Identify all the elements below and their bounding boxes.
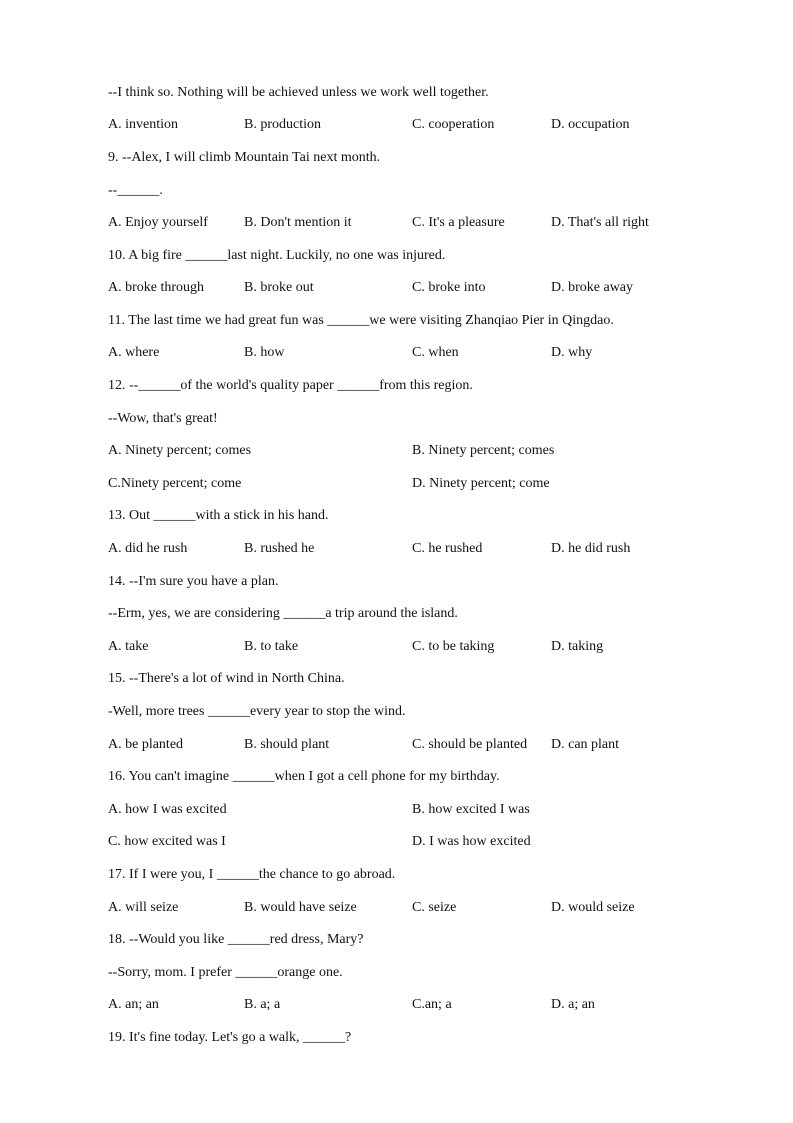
option-a: A. Enjoy yourself <box>108 215 208 230</box>
option-c: C. should be planted <box>412 737 528 752</box>
option-a: A. invention <box>108 117 178 132</box>
question-19-stem: 19. It's fine today. Let's go a walk, ______? <box>108 1030 352 1045</box>
option-d: D. Ninety percent; come <box>412 476 550 491</box>
option-a: A. Ninety percent; comes <box>108 443 252 458</box>
question-15-response: -Well, more trees ______every year to stop the wind. <box>108 704 406 719</box>
option-a: A. be planted <box>108 737 184 752</box>
option-b: B. a; a <box>244 997 281 1012</box>
question-10-stem: 10. A big fire ______last night. Luckily, no one was injured. <box>108 248 446 263</box>
question-18-stem: 18. --Would you like ______red dress, Mary? <box>108 932 364 947</box>
question-9-response: --______. <box>108 183 163 198</box>
option-c: C. cooperation <box>412 117 495 132</box>
option-d: D. I was how excited <box>412 834 531 849</box>
option-b: B. production <box>244 117 321 132</box>
option-a: A. how I was excited <box>108 802 227 817</box>
question-15-stem: 15. --There's a lot of wind in North China. <box>108 671 345 686</box>
option-b: B. how excited I was <box>412 802 530 817</box>
question-9-stem: 9. --Alex, I will climb Mountain Tai next month. <box>108 150 381 165</box>
option-b: B. Don't mention it <box>244 215 352 230</box>
option-c: C. when <box>412 345 459 360</box>
option-a: A. where <box>108 345 160 360</box>
question-14-response: --Erm, yes, we are considering ______a trip around the island. <box>108 606 458 621</box>
option-b: B. how <box>244 345 285 360</box>
question-17-stem: 17. If I were you, I ______the chance to go abroad. <box>108 867 396 882</box>
question-8-response: --I think so. Nothing will be achieved unless we work well together. <box>108 85 489 100</box>
option-a: A. did he rush <box>108 541 188 556</box>
option-a: A. will seize <box>108 900 179 915</box>
question-12-stem: 12. --______of the world's quality paper ______from this region. <box>108 378 473 393</box>
option-b: B. rushed he <box>244 541 315 556</box>
option-a: A. broke through <box>108 280 205 295</box>
option-d: D. occupation <box>551 117 630 132</box>
question-11-stem: 11. The last time we had great fun was ______we were visiting Zhanqiao Pier in Qingdao. <box>108 313 614 328</box>
option-c: C. how excited was I <box>108 834 226 849</box>
option-d: D. broke away <box>551 280 634 295</box>
option-c: C. to be taking <box>412 639 495 654</box>
option-d: D. he did rush <box>551 541 631 556</box>
option-a: A. an; an <box>108 997 159 1012</box>
option-c: C. It's a pleasure <box>412 215 505 230</box>
option-c: C. he rushed <box>412 541 483 556</box>
option-d: D. taking <box>551 639 604 654</box>
option-d: D. why <box>551 345 593 360</box>
option-d: D. a; an <box>551 997 595 1012</box>
question-12-response: --Wow, that's great! <box>108 411 218 426</box>
option-d: D. would seize <box>551 900 635 915</box>
option-c: C.Ninety percent; come <box>108 476 242 491</box>
option-b: B. to take <box>244 639 299 654</box>
option-c: C.an; a <box>412 997 452 1012</box>
option-a: A. take <box>108 639 149 654</box>
option-d: D. can plant <box>551 737 620 752</box>
option-b: B. would have seize <box>244 900 357 915</box>
option-b: B. Ninety percent; comes <box>412 443 555 458</box>
option-c: C. seize <box>412 900 457 915</box>
option-d: D. That's all right <box>551 215 649 230</box>
option-b: B. broke out <box>244 280 314 295</box>
question-16-stem: 16. You can't imagine ______when I got a cell phone for my birthday. <box>108 769 500 784</box>
question-18-response: --Sorry, mom. I prefer ______orange one. <box>108 965 343 980</box>
option-c: C. broke into <box>412 280 486 295</box>
option-b: B. should plant <box>244 737 330 752</box>
question-13-stem: 13. Out ______with a stick in his hand. <box>108 508 329 523</box>
question-14-stem: 14. --I'm sure you have a plan. <box>108 574 279 589</box>
